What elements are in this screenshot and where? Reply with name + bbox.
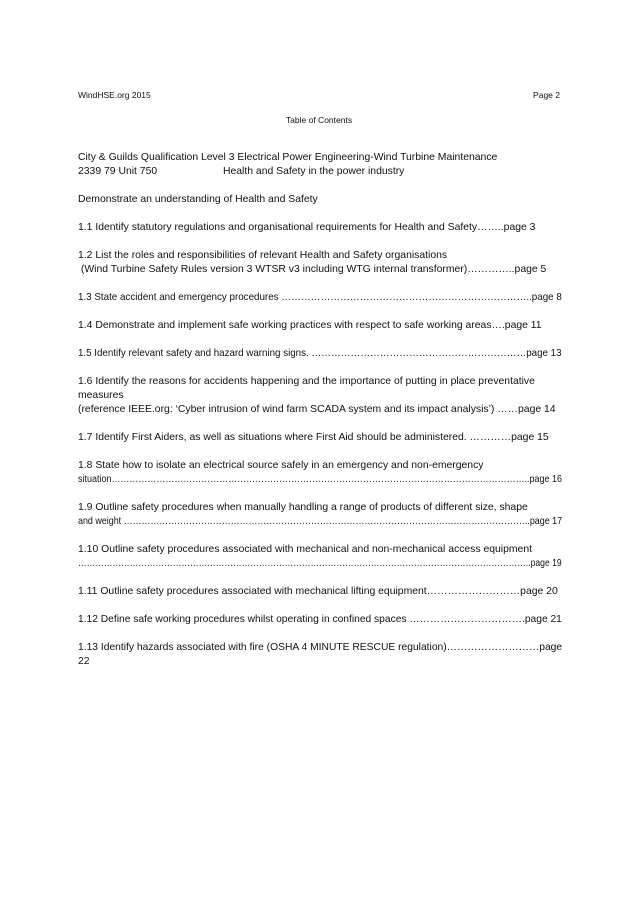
toc-entry-1-12[interactable]: 1.12 Define safe working procedures whilst operating in confined spaces …………………………….page 21 xyxy=(78,614,562,625)
toc-entry-1-11[interactable]: 1.11 Outline safety procedures associated with mechanical lifting equipment………………………page 20 xyxy=(78,586,558,597)
toc-entry-1-13-cont[interactable]: 22 xyxy=(78,656,90,667)
toc-entry-1-8[interactable]: 1.8 State how to isolate an electrical source safely in an emergency and non-emergency xyxy=(78,460,484,471)
toc-entry-1-13[interactable]: 1.13 Identify hazards associated with fire (OSHA 4 MINUTE RESCUE regulation)………………………page xyxy=(78,642,563,653)
toc-entry-1-8-cont[interactable]: situation…………………………………………………………………………………………………………………………..page 16 xyxy=(78,474,563,485)
page-title: Table of Contents xyxy=(285,115,353,125)
toc-entry-1-9-cont[interactable]: and weight ………………………………………………………………………………………………………………………..page 17 xyxy=(78,516,563,527)
toc-entry-1-10[interactable]: 1.10 Outline safety procedures associated with mechanical and non-mechanical access equipment xyxy=(78,544,532,555)
toc-entry-1-10-cont[interactable]: …………………………………………………………………………………………………………………………………………..page 19 xyxy=(78,558,562,569)
toc-entry-1-4[interactable]: 1.4 Demonstrate and implement safe working practices with respect to safe working areas….page 11 xyxy=(78,320,542,331)
toc-entry-1-6-reference[interactable]: (reference IEEE.org: ‘Cyber intrusion of wind farm SCADA system and its impact analysis’) ……page 14 xyxy=(78,404,556,415)
header-left: WindHSE.org 2015 xyxy=(78,90,151,100)
toc-entry-1-9[interactable]: 1.9 Outline safety procedures when manually handling a range of products of different size, shape xyxy=(78,502,528,513)
toc-entry-1-6-cont[interactable]: measures xyxy=(78,390,124,401)
toc-entry-1-6[interactable]: 1.6 Identify the reasons for accidents happening and the importance of putting in place preventative xyxy=(78,376,535,387)
toc-entry-1-3[interactable]: 1.3 State accident and emergency procedures …………………………………………………………………..page 8 xyxy=(78,292,562,303)
unit-code: 2339 79 Unit 750 xyxy=(78,166,158,177)
unit-line xyxy=(78,165,562,179)
section-heading: Demonstrate an understanding of Health and Safety xyxy=(78,194,318,205)
toc-entry-1-2-detail[interactable]: (Wind Turbine Safety Rules version 3 WTSR v3 including WTG internal transformer)…………..page 5 xyxy=(78,264,547,275)
toc-entry-1-1[interactable]: 1.1 Identify statutory regulations and organisational requirements for Health and Safety……..page 3 xyxy=(78,222,536,233)
header-page-number: Page 2 xyxy=(533,90,560,100)
unit-title: Health and Safety in the power industry xyxy=(223,166,405,177)
toc-entry-1-2[interactable]: 1.2 List the roles and responsibilities of relevant Health and Safety organisations xyxy=(78,250,448,261)
toc-entry-1-5[interactable]: 1.5 Identify relevant safety and hazard warning signs. …………………………………………………………page 13 xyxy=(78,348,562,359)
toc-content xyxy=(78,151,562,669)
toc-entry-1-7[interactable]: 1.7 Identify First Aiders, as well as situations where First Aid should be administered. …………page 15 xyxy=(78,432,549,443)
course-title: City & Guilds Qualification Level 3 Electrical Power Engineering-Wind Turbine Maintenance xyxy=(78,152,498,163)
